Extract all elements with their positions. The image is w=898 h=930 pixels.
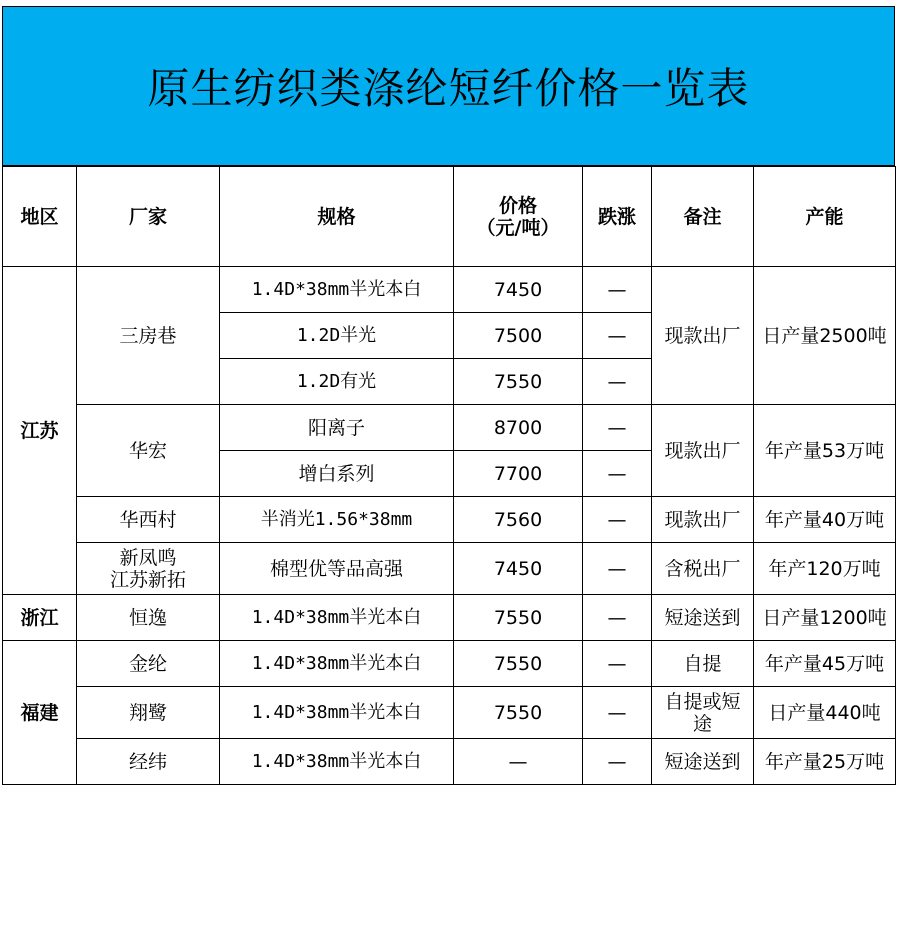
table-row bbox=[3, 497, 896, 543]
factory-cell: 翔鹭 bbox=[77, 687, 220, 739]
capacity-cell: 日产量440吨 bbox=[754, 687, 896, 739]
header-change: 跌涨 bbox=[583, 167, 652, 267]
spec-cell: 1.4D*38mm半光本白 bbox=[220, 739, 454, 785]
change-cell: — bbox=[583, 497, 652, 543]
change-cell: — bbox=[583, 267, 652, 313]
capacity-cell: 日产量1200吨 bbox=[754, 595, 896, 641]
price-cell: 7550 bbox=[454, 687, 583, 739]
price-cell: 7450 bbox=[454, 267, 583, 313]
header-spec: 规格 bbox=[220, 167, 454, 267]
price-cell: 8700 bbox=[454, 405, 583, 451]
spec-cell: 1.4D*38mm半光本白 bbox=[220, 687, 454, 739]
title-banner bbox=[2, 6, 895, 166]
spec-cell: 增白系列 bbox=[220, 451, 454, 497]
note-cell: 现款出厂 bbox=[652, 405, 754, 497]
factory-cell: 金纶 bbox=[77, 641, 220, 687]
table-row bbox=[3, 641, 896, 687]
price-cell: 7550 bbox=[454, 641, 583, 687]
change-cell: — bbox=[583, 687, 652, 739]
price-cell: 7500 bbox=[454, 313, 583, 359]
factory-line1: 新凤鸣 bbox=[119, 546, 177, 569]
header-region: 地区 bbox=[3, 167, 77, 267]
change-cell: — bbox=[583, 313, 652, 359]
capacity-cell: 年产120万吨 bbox=[754, 543, 896, 595]
table-row bbox=[3, 405, 896, 451]
spec-cell: 1.4D*38mm半光本白 bbox=[220, 641, 454, 687]
factory-cell: 恒逸 bbox=[77, 595, 220, 641]
spec-cell: 1.4D*38mm半光本白 bbox=[220, 267, 454, 313]
price-cell: 7450 bbox=[454, 543, 583, 595]
note-cell bbox=[652, 687, 754, 739]
change-cell: — bbox=[583, 451, 652, 497]
capacity-cell: 年产量25万吨 bbox=[754, 739, 896, 785]
capacity-cell: 日产量2500吨 bbox=[754, 267, 896, 405]
price-cell: 7550 bbox=[454, 359, 583, 405]
price-cell: — bbox=[454, 739, 583, 785]
table-row bbox=[3, 687, 896, 739]
capacity-cell: 年产量40万吨 bbox=[754, 497, 896, 543]
header-price-line1: 价格 bbox=[498, 194, 537, 217]
note-cell: 短途送到 bbox=[652, 595, 754, 641]
table-row bbox=[3, 543, 896, 595]
change-cell: — bbox=[583, 641, 652, 687]
spec-cell: 1.2D有光 bbox=[220, 359, 454, 405]
table-row bbox=[3, 739, 896, 785]
spec-cell: 1.4D*38mm半光本白 bbox=[220, 595, 454, 641]
note-line2: 途 bbox=[692, 712, 712, 735]
page-title: 原生纺织类涤纶短纤价格一览表 bbox=[147, 64, 750, 113]
spec-cell: 半消光1.56*38mm bbox=[220, 497, 454, 543]
header-factory: 厂家 bbox=[77, 167, 220, 267]
change-cell: — bbox=[583, 739, 652, 785]
note-cell: 现款出厂 bbox=[652, 267, 754, 405]
factory-line2: 江苏新拓 bbox=[109, 568, 186, 591]
header-price-line2: （元/吨） bbox=[476, 216, 560, 239]
change-cell: — bbox=[583, 595, 652, 641]
header-capacity: 产能 bbox=[754, 167, 896, 267]
note-cell: 自提 bbox=[652, 641, 754, 687]
price-table bbox=[2, 166, 896, 785]
header-row bbox=[3, 167, 896, 267]
spec-cell: 棉型优等品高强 bbox=[220, 543, 454, 595]
note-cell: 现款出厂 bbox=[652, 497, 754, 543]
price-sheet bbox=[2, 6, 895, 785]
change-cell: — bbox=[583, 543, 652, 595]
region-cell: 江苏 bbox=[3, 267, 77, 595]
capacity-cell: 年产量53万吨 bbox=[754, 405, 896, 497]
table-row bbox=[3, 267, 896, 313]
note-cell: 含税出厂 bbox=[652, 543, 754, 595]
capacity-cell: 年产量45万吨 bbox=[754, 641, 896, 687]
factory-cell: 华宏 bbox=[77, 405, 220, 497]
spec-cell: 1.2D半光 bbox=[220, 313, 454, 359]
factory-cell: 经纬 bbox=[77, 739, 220, 785]
factory-cell: 三房巷 bbox=[77, 267, 220, 405]
price-cell: 7560 bbox=[454, 497, 583, 543]
header-note: 备注 bbox=[652, 167, 754, 267]
spec-cell: 阳离子 bbox=[220, 405, 454, 451]
note-cell: 短途送到 bbox=[652, 739, 754, 785]
table-row bbox=[3, 595, 896, 641]
note-line1: 自提或短 bbox=[664, 690, 741, 713]
header-price bbox=[454, 167, 583, 267]
region-cell: 浙江 bbox=[3, 595, 77, 641]
region-cell: 福建 bbox=[3, 641, 77, 785]
price-cell: 7700 bbox=[454, 451, 583, 497]
factory-cell: 华西村 bbox=[77, 497, 220, 543]
price-cell: 7550 bbox=[454, 595, 583, 641]
change-cell: — bbox=[583, 359, 652, 405]
factory-cell bbox=[77, 543, 220, 595]
change-cell: — bbox=[583, 405, 652, 451]
